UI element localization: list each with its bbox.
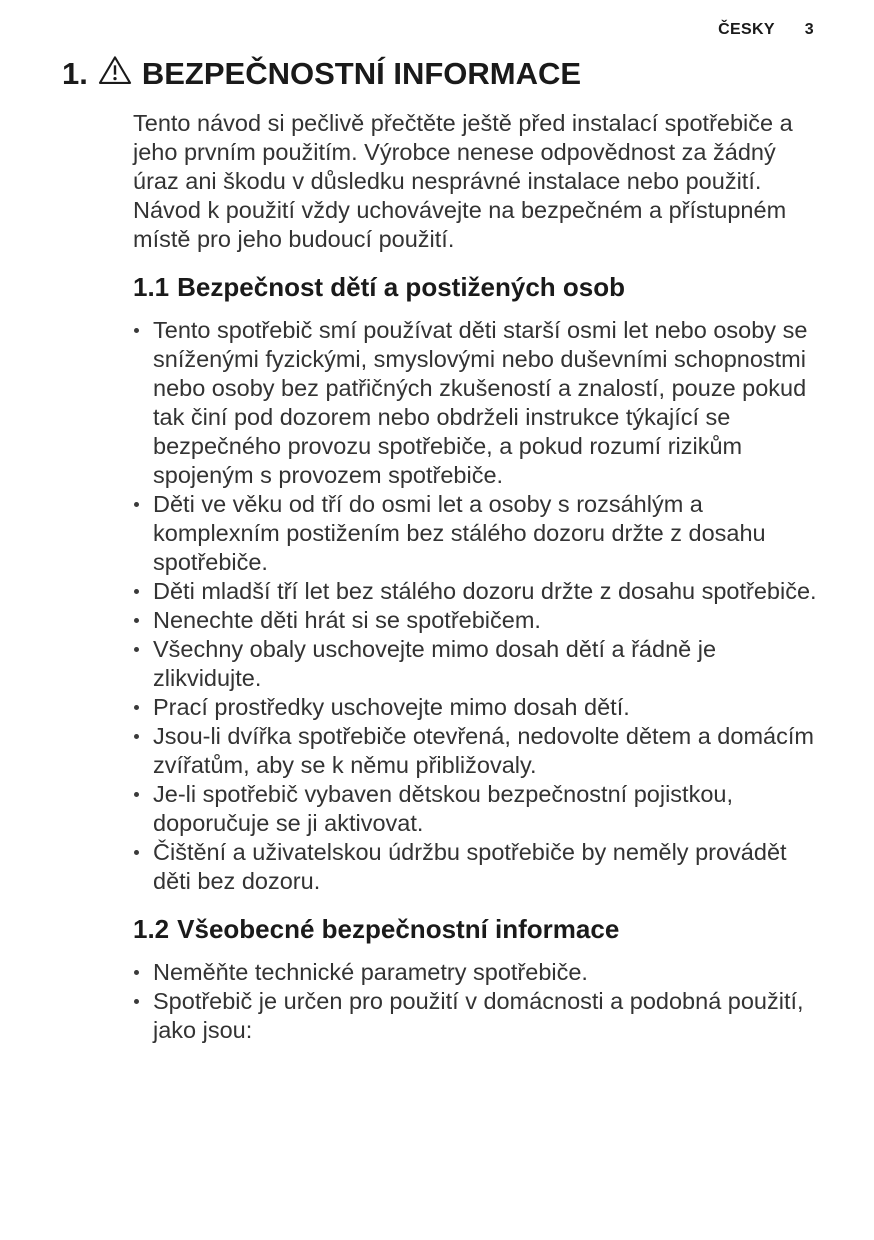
section-title: BEZPEČNOSTNÍ INFORMACE xyxy=(141,55,582,91)
bullet-icon xyxy=(133,987,153,1016)
page-number: 3 xyxy=(804,21,814,38)
subsection-1-2-heading xyxy=(133,914,823,945)
list-item: Všechny obaly uschovejte mimo dosah dětí a řádně je zlikvidujte. xyxy=(133,635,823,693)
bullet-icon xyxy=(133,780,153,809)
subsection-title: Bezpečnost dětí a postižených osob xyxy=(177,272,626,303)
safety-bullet-list-2 xyxy=(133,958,823,1045)
list-item: Děti mladší tří let bez stálého dozoru držte z dosahu spotřebiče. xyxy=(133,577,823,606)
bullet-icon xyxy=(133,490,153,519)
list-item: Děti ve věku od tří do osmi let a osoby s rozsáhlým a komplexním postižením bez stálého dozoru držte z dosahu spotřebiče. xyxy=(133,490,823,577)
language-label: ČESKY xyxy=(718,21,775,38)
bullet-icon xyxy=(133,635,153,664)
list-item: Jsou-li dvířka spotřebiče otevřená, nedovolte dětem a domácím zvířatům, aby se k němu přibližovaly. xyxy=(133,722,823,780)
bullet-icon xyxy=(133,693,153,722)
subsection-1-1-heading xyxy=(133,272,823,303)
list-item: Neměňte technické parametry spotřebiče. xyxy=(133,958,823,987)
list-item: Tento spotřebič smí používat děti starší osmi let nebo osoby se sníženými fyzickými, smyslovými nebo duševními schopnostmi nebo osoby bez patřičných zkušeností a znalostí, pouze pokud tak činí pod dozorem nebo obdrželi instrukce týkající se bezpečného provozu spotřebiče, a pokud rozumí rizikům spojeným s provozem spotřebiče. xyxy=(133,316,823,490)
list-item: Spotřebič je určen pro použití v domácnosti a podobná použití, jako jsou: xyxy=(133,987,823,1045)
list-item: Je-li spotřebič vybaven dětskou bezpečnostní pojistkou, doporučuje se ji aktivovat. xyxy=(133,780,823,838)
section-number: 1. xyxy=(62,55,88,91)
bullet-icon xyxy=(133,606,153,635)
section-heading xyxy=(62,55,874,92)
bullet-icon xyxy=(133,722,153,751)
intro-paragraph: Tento návod si pečlivě přečtěte ještě před instalací spotřebiče a jeho prvním použitím. Výrobce nenese odpovědnost za žádný úraz ani škodu v důsledku nesprávné instalace nebo použití. Návod k použití vždy uchovávejte na bezpečném a přístupném místě pro jeho budoucí použití. xyxy=(133,110,793,253)
list-item: Prací prostředky uschovejte mimo dosah dětí. xyxy=(133,693,823,722)
subsection-number: 1.2 xyxy=(133,914,170,945)
subsection-number: 1.1 xyxy=(133,272,170,303)
list-item: Nenechte děti hrát si se spotřebičem. xyxy=(133,606,823,635)
page-header xyxy=(0,0,874,39)
page-content xyxy=(133,109,823,1045)
bullet-icon xyxy=(133,577,153,606)
bullet-icon xyxy=(133,958,153,987)
bullet-icon xyxy=(133,316,153,345)
safety-bullet-list-1 xyxy=(133,316,823,896)
bullet-icon xyxy=(133,838,153,867)
warning-triangle-icon xyxy=(98,55,132,92)
list-item: Čištění a uživatelskou údržbu spotřebiče by neměly provádět děti bez dozoru. xyxy=(133,838,823,896)
subsection-title: Všeobecné bezpečnostní informace xyxy=(177,914,620,945)
